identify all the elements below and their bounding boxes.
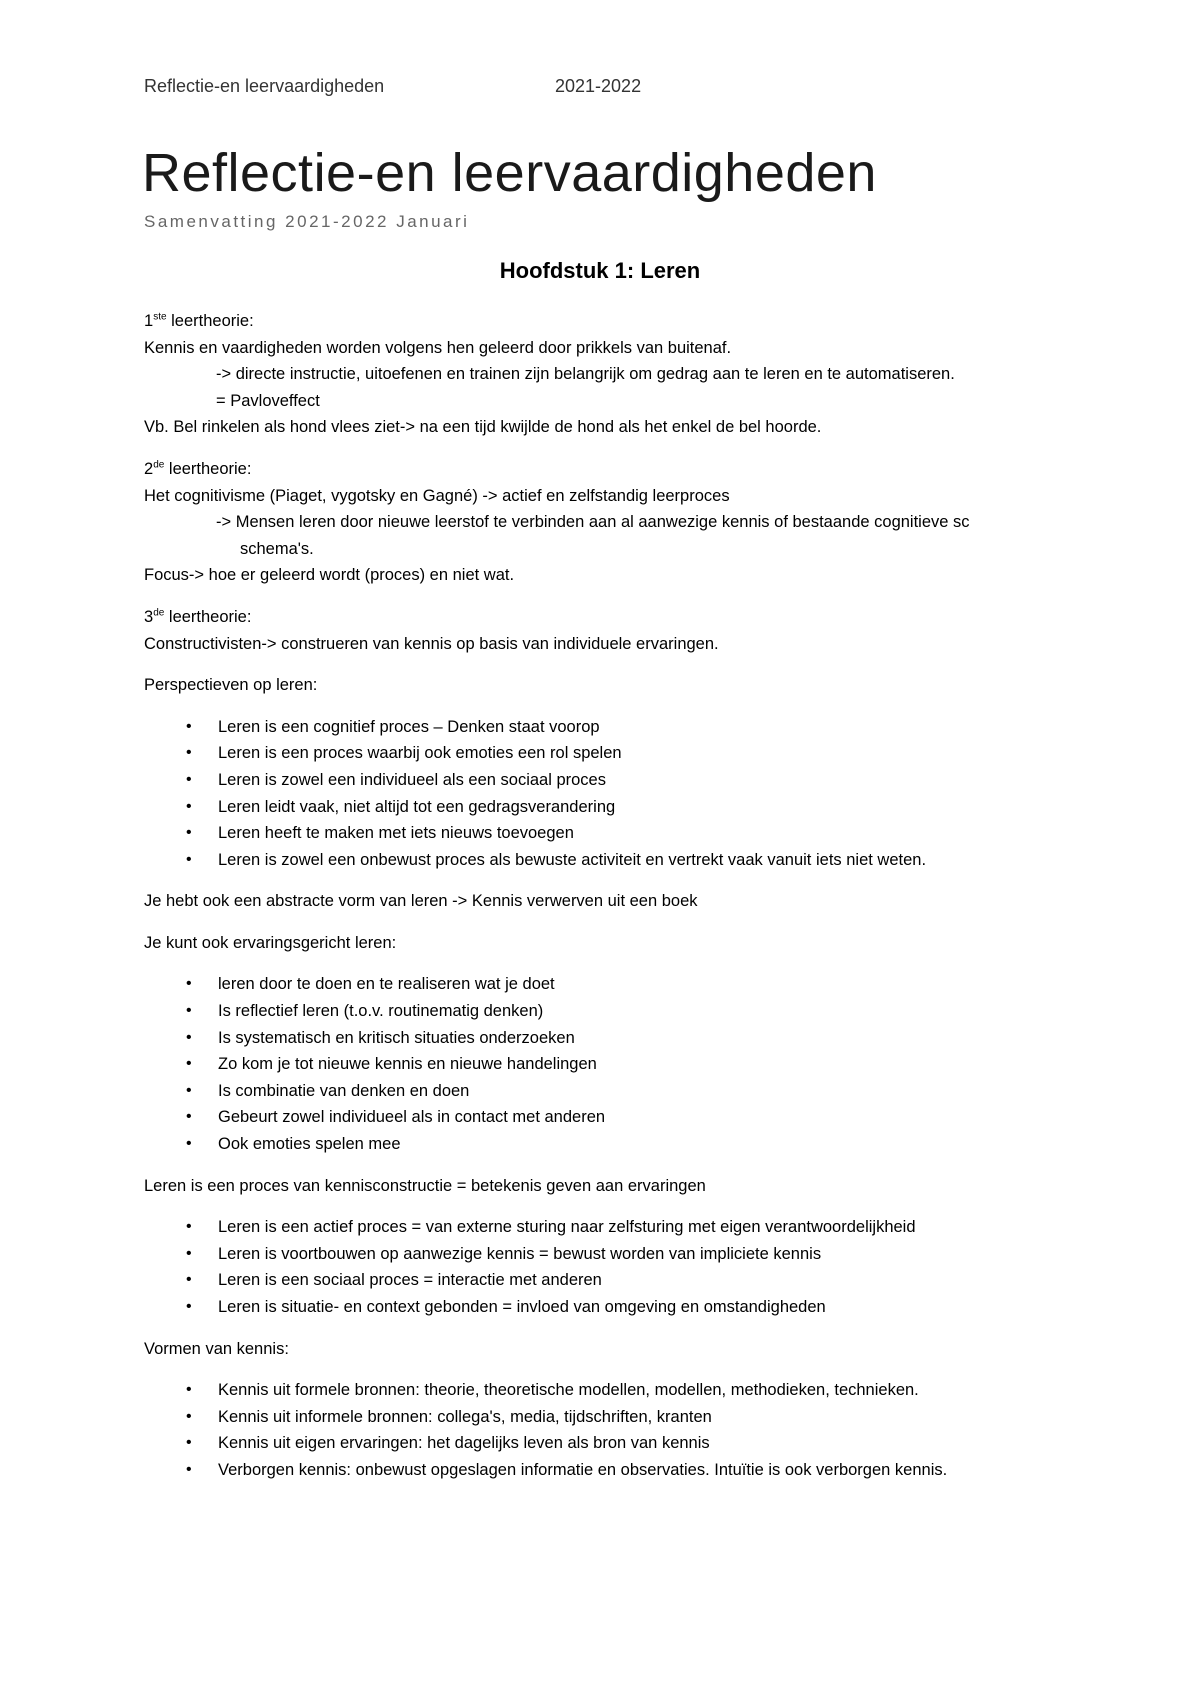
- theory2-line2: -> Mensen leren door nieuwe leerstof te verbinden aan al aanwezige kennis of bestaande cognitieve sc: [216, 513, 970, 532]
- bullet-icon: •: [186, 770, 192, 788]
- theory3-ordinal: de: [153, 607, 165, 619]
- bullet-icon: •: [186, 975, 192, 993]
- list-item: • Leren is een sociaal proces = interactie met anderen: [144, 1267, 1064, 1294]
- list-item: • Ook emoties spelen mee: [144, 1131, 1064, 1158]
- bullet-icon: •: [186, 717, 192, 735]
- theory3-label: leertheorie:: [164, 607, 252, 626]
- chapter-heading: Hoofdstuk 1: Leren: [499, 258, 701, 283]
- list-item: • Leren is een proces waarbij ook emoties een rol spelen: [144, 740, 1064, 767]
- construction-list: [144, 1214, 1064, 1320]
- construction-heading: Leren is een proces van kennisconstructie = betekenis geven aan ervaringen: [144, 1176, 706, 1195]
- bullet-icon: •: [186, 1135, 192, 1153]
- theory3-line1: Constructivisten-> construeren van kennis op basis van individuele ervaringen.: [144, 634, 719, 653]
- list-item: • Leren is een cognitief proces – Denken staat voorop: [144, 714, 1064, 741]
- theory1-line2: -> directe instructie, uitoefenen en trainen zijn belangrijk om gedrag aan te leren en te automatiseren.: [216, 365, 955, 384]
- theory1-example: Vb. Bel rinkelen als hond vlees ziet-> na een tijd kwijlde de hond als het enkel de bel hoorde.: [144, 418, 822, 437]
- perspectives-list: [144, 714, 1064, 874]
- list-item: • leren door te doen en te realiseren wat je doet: [144, 971, 1064, 998]
- knowledge-heading: Vormen van kennis:: [144, 1339, 289, 1358]
- abstract-learning: Je hebt ook een abstracte vorm van leren -> Kennis verwerven uit een boek: [144, 892, 698, 911]
- theory2-line3: schema's.: [240, 539, 314, 558]
- bullet-icon: •: [186, 744, 192, 762]
- theory3-heading: [144, 604, 1064, 631]
- theory2-heading: [144, 456, 1064, 483]
- list-item: • Leren heeft te maken met iets nieuws toevoegen: [144, 820, 1064, 847]
- list-item: • Gebeurt zowel individueel als in contact met anderen: [144, 1104, 1064, 1131]
- list-item: • Zo kom je tot nieuwe kennis en nieuwe handelingen: [144, 1051, 1064, 1078]
- bullet-icon: •: [186, 1381, 192, 1399]
- list-item: • Kennis uit eigen ervaringen: het dagelijks leven als bron van kennis: [144, 1430, 1064, 1457]
- theory1-ordinal: ste: [153, 311, 167, 323]
- list-item: • Is reflectief leren (t.o.v. routinematig denken): [144, 998, 1064, 1025]
- running-header-title: Reflectie-en leervaardigheden: [144, 76, 385, 96]
- document-body: [144, 308, 1064, 1484]
- list-item: • Kennis uit formele bronnen: theorie, theoretische modellen, modellen, methodieken, technieken.: [144, 1377, 1064, 1404]
- bullet-icon: •: [186, 824, 192, 842]
- bullet-icon: •: [186, 1460, 192, 1478]
- bullet-icon: •: [186, 1081, 192, 1099]
- bullet-icon: •: [186, 1002, 192, 1020]
- theory2-ordinal: de: [153, 459, 165, 471]
- bullet-icon: •: [186, 797, 192, 815]
- theory1-number: 1: [144, 312, 154, 330]
- bullet-icon: •: [186, 1244, 192, 1262]
- theory1-line3: = Pavloveffect: [216, 391, 320, 410]
- perspectives-heading: Perspectieven op leren:: [144, 676, 318, 695]
- theory2-number: 2: [144, 459, 154, 478]
- list-item: • Leren leidt vaak, niet altijd tot een gedragsverandering: [144, 794, 1064, 821]
- bullet-icon: •: [186, 1055, 192, 1073]
- running-header-year: 2021-2022: [555, 76, 642, 96]
- bullet-icon: •: [186, 1298, 192, 1315]
- theory2-label: leertheorie:: [164, 459, 252, 478]
- document-title: Reflectie-en leervaardigheden: [142, 143, 877, 203]
- bullet-icon: •: [186, 1407, 192, 1425]
- list-item: • Leren is zowel een individueel als een sociaal proces: [144, 767, 1064, 794]
- list-item: • Leren is situatie- en context gebonden = invloed van omgeving en omstandigheden: [144, 1294, 1064, 1321]
- bullet-icon: •: [186, 850, 192, 868]
- experiential-heading: Je kunt ook ervaringsgericht leren:: [144, 933, 397, 952]
- knowledge-list: [144, 1377, 1064, 1483]
- bullet-icon: •: [186, 1218, 192, 1236]
- list-item: • Leren is voortbouwen op aanwezige kennis = bewust worden van impliciete kennis: [144, 1241, 1064, 1268]
- theory2-focus: Focus-> hoe er geleerd wordt (proces) en niet wat.: [144, 566, 515, 585]
- list-item: • Leren is een actief proces = van externe sturing naar zelfsturing met eigen verantwoordelijkheid: [144, 1214, 1064, 1241]
- document-subtitle: Samenvatting 2021-2022 Januari: [144, 212, 470, 231]
- list-item: • Is systematisch en kritisch situaties onderzoeken: [144, 1025, 1064, 1052]
- list-item: • Verborgen kennis: onbewust opgeslagen informatie en observaties. Intuïtie is ook verborgen kennis.: [144, 1457, 1064, 1484]
- bullet-icon: •: [186, 1434, 192, 1452]
- theory3-number: 3: [144, 607, 154, 626]
- list-item: • Leren is zowel een onbewust proces als bewuste activiteit en vertrekt vaak vanuit iets niet weten.: [144, 847, 1064, 874]
- theory2-line1: Het cognitivisme (Piaget, vygotsky en Gagné) -> actief en zelfstandig leerproces: [144, 486, 730, 505]
- theory1-label: leertheorie:: [166, 312, 254, 330]
- bullet-icon: •: [186, 1108, 192, 1126]
- experiential-list: [144, 971, 1064, 1157]
- bullet-icon: •: [186, 1271, 192, 1289]
- theory1-heading: [144, 308, 1064, 335]
- bullet-icon: •: [186, 1028, 192, 1046]
- theory1-line1: Kennis en vaardigheden worden volgens hen geleerd door prikkels van buitenaf.: [144, 338, 732, 357]
- list-item: • Is combinatie van denken en doen: [144, 1078, 1064, 1105]
- list-item: • Kennis uit informele bronnen: collega's, media, tijdschriften, kranten: [144, 1404, 1064, 1431]
